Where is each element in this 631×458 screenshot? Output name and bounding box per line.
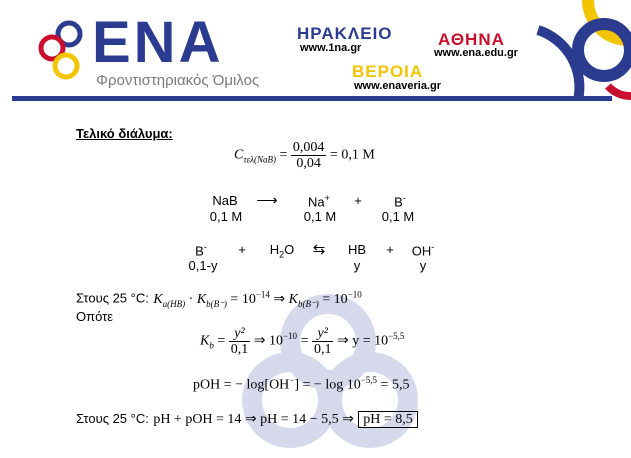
concentration-equation: $C_{\tau\varepsilon\lambda(NaB)}$ = $\frac{0,004}{0,04}$ = 0,1 M — [234, 140, 375, 171]
url-heraklion[interactable]: www.1na.gr — [300, 42, 362, 54]
kb-fraction-1: $\frac{\text{y²}}{0,1}$ — [230, 326, 249, 357]
ph-line — [76, 410, 418, 428]
r2-oh: OH- — [411, 242, 435, 259]
header — [0, 0, 631, 104]
ka-kb-equation: $K_{a(HB)} \cdot K_{b(B^-)} = 10^{-14}$ ⇒ $K_{b(B^-)} = 10^{-10}$ — [153, 289, 362, 309]
r1-qty-a: 0,1 M — [209, 209, 243, 224]
r2-qty-a: 0,1-y — [188, 258, 218, 273]
c-subscript: τελ(NaB) — [243, 154, 277, 165]
r2-h2o: $H_2O$ — [269, 242, 295, 260]
ka-kb-line — [76, 289, 362, 309]
r1-nab: NaB — [212, 193, 238, 208]
city-athens: ΑΘΗΝΑ — [438, 30, 505, 49]
r1-qty-b: 0,1 M — [303, 209, 337, 224]
c-result: = 0,1 M — [329, 147, 375, 163]
opote-label: Οπότε — [76, 309, 114, 324]
city-veroia: ΒΕΡΟΙΑ — [352, 62, 424, 81]
heading: Τελικό διάλυμα: — [76, 126, 173, 141]
r2-qty-c: y — [353, 258, 361, 273]
ph-result-box: pH = 8,5 — [358, 411, 418, 428]
kb-equation: $K_b$ = $\frac{\text{y²}}{0,1}$ ⇒ $10^{-10}$ = $\frac{\text{y²}}{0,1}$ ⇒ $y = 10^{-5,5}$ — [200, 326, 405, 357]
r2-plus1: + — [238, 242, 246, 257]
url-athens[interactable]: www.ena.edu.gr — [434, 47, 518, 59]
r2-plus2: + — [386, 242, 394, 257]
poh-equation: pOH = − log[OH−] = − $\log 10^{-5,5} = 5,5$ — [193, 375, 410, 393]
decorative-arcs-icon — [518, 0, 631, 104]
r1-plus: + — [354, 193, 362, 208]
r2-arrow: ⇆ — [312, 241, 326, 258]
c-denominator: 0,04 — [296, 156, 321, 171]
c-fraction — [291, 140, 327, 171]
r1-na: Na+ — [308, 193, 330, 210]
logo-subtitle: Φροντιστηριακός Όμιλος — [96, 72, 260, 89]
ph-equation: pH + pOH = 14 ⇒ pH = 14 − 5,5 ⇒ — [153, 412, 354, 427]
r2-b: B- — [195, 242, 207, 259]
r2-qty-d: y — [419, 258, 427, 273]
ph-prefix: Στους 25 °C: — [76, 411, 149, 426]
kb-fraction-2: $\frac{\text{y²}}{0,1}$ — [313, 326, 332, 357]
r2-hb: HB — [347, 242, 367, 257]
r1-qty-c: 0,1 M — [381, 209, 415, 224]
city-heraklion: ΗΡΑΚΛΕΙΟ — [297, 24, 393, 43]
c-symbol: C — [234, 147, 244, 163]
header-bar — [12, 96, 612, 101]
r1-b: B- — [394, 193, 406, 210]
c-numerator: 0,004 — [292, 140, 325, 155]
url-veroia[interactable]: www.enaveria.gr — [354, 80, 442, 92]
ka-kb-prefix: Στους 25 °C: — [76, 290, 149, 306]
r1-arrow: ⟶ — [256, 192, 278, 209]
logo-rings-icon — [36, 18, 90, 86]
logo-text: ΕΝΑ — [92, 10, 224, 75]
